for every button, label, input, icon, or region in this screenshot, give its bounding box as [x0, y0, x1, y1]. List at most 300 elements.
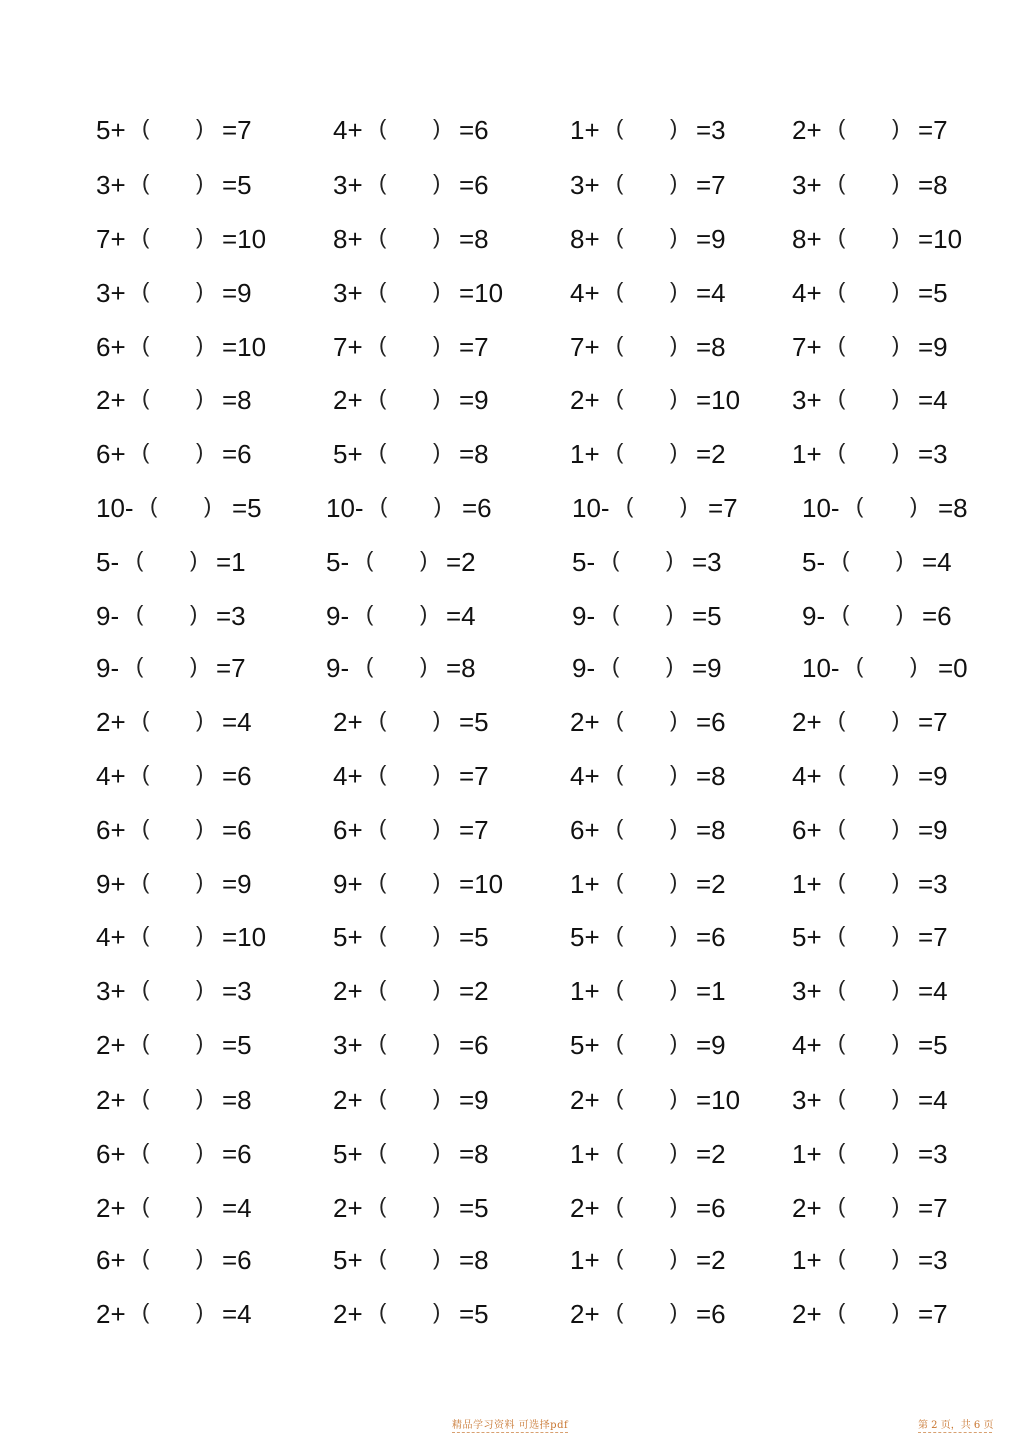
- blank-right-paren: ): [910, 493, 918, 518]
- blank-left-paren: (: [142, 1299, 150, 1324]
- blank-left-paren: (: [616, 439, 624, 464]
- blank-left-paren: (: [616, 976, 624, 1001]
- equation-operand: 8+: [792, 224, 822, 254]
- equation-operand: 4+: [333, 761, 363, 791]
- equation-result: =6: [459, 115, 489, 145]
- blank-left-paren: (: [136, 653, 144, 678]
- equation-operand: 10-: [802, 493, 840, 523]
- blank-right-paren: ): [670, 385, 678, 410]
- equation-operand: 9-: [572, 601, 596, 631]
- equation-result: =4: [222, 1299, 252, 1329]
- blank-left-paren: (: [379, 278, 387, 303]
- equation-operand: 5-: [96, 547, 120, 577]
- blank-right-paren: ): [196, 1299, 204, 1324]
- blank-right-paren: ): [433, 439, 441, 464]
- equation-result: =9: [918, 332, 948, 362]
- blank-right-paren: ): [196, 385, 204, 410]
- equation-result: =10: [918, 224, 963, 254]
- blank-left-paren: (: [842, 601, 850, 626]
- equation-result: =3: [216, 601, 246, 631]
- blank-right-paren: ): [666, 601, 674, 626]
- blank-left-paren: (: [142, 1085, 150, 1110]
- equation-result: =8: [459, 1139, 489, 1169]
- blank-right-paren: ): [433, 1085, 441, 1110]
- equation-operand: 6+: [96, 815, 126, 845]
- equation-operand: 2+: [96, 385, 126, 415]
- equation-result: =8: [938, 493, 968, 523]
- equation-result: =6: [696, 1299, 726, 1329]
- equation-operand: 2+: [333, 1299, 363, 1329]
- blank-left-paren: (: [838, 869, 846, 894]
- equation-operand: 10-: [802, 653, 840, 683]
- blank-left-paren: (: [612, 653, 620, 678]
- blank-left-paren: (: [838, 815, 846, 840]
- equation-operand: 4+: [792, 761, 822, 791]
- blank-right-paren: ): [892, 170, 900, 195]
- blank-right-paren: ): [896, 547, 904, 572]
- blank-right-paren: ): [196, 922, 204, 947]
- blank-right-paren: ): [196, 869, 204, 894]
- blank-right-paren: ): [670, 922, 678, 947]
- blank-right-paren: ): [420, 601, 428, 626]
- equation-operand: 2+: [333, 976, 363, 1006]
- blank-left-paren: (: [366, 547, 374, 572]
- equation-operand: 3+: [333, 170, 363, 200]
- blank-right-paren: ): [670, 1193, 678, 1218]
- equation-result: =2: [696, 1245, 726, 1275]
- blank-left-paren: (: [142, 332, 150, 357]
- footer-page-number: 第 2 页，共 6 页: [918, 1420, 994, 1431]
- equation-operand: 2+: [792, 115, 822, 145]
- blank-right-paren: ): [196, 278, 204, 303]
- blank-left-paren: (: [379, 1299, 387, 1324]
- blank-left-paren: (: [616, 1193, 624, 1218]
- blank-right-paren: ): [670, 332, 678, 357]
- equation-operand: 3+: [333, 1030, 363, 1060]
- blank-right-paren: ): [670, 1245, 678, 1270]
- equation-operand: 5+: [96, 115, 126, 145]
- blank-left-paren: (: [838, 1085, 846, 1110]
- blank-left-paren: (: [616, 224, 624, 249]
- blank-left-paren: (: [379, 1245, 387, 1270]
- blank-right-paren: ): [892, 976, 900, 1001]
- equation-operand: 5+: [333, 1245, 363, 1275]
- equation-operand: 4+: [96, 922, 126, 952]
- blank-right-paren: ): [196, 976, 204, 1001]
- equation-operand: 7+: [792, 332, 822, 362]
- blank-right-paren: ): [420, 547, 428, 572]
- equation-operand: 8+: [333, 224, 363, 254]
- equation-result: =5: [222, 1030, 252, 1060]
- blank-right-paren: ): [892, 1139, 900, 1164]
- equation-result: =3: [696, 115, 726, 145]
- equation-operand: 9-: [96, 653, 120, 683]
- equation-operand: 4+: [570, 761, 600, 791]
- blank-right-paren: ): [670, 115, 678, 140]
- equation-operand: 5+: [570, 1030, 600, 1060]
- equation-result: =4: [918, 385, 948, 415]
- equation-operand: 2+: [96, 1193, 126, 1223]
- equation-operand: 1+: [570, 976, 600, 1006]
- footer-dash-left: [452, 1432, 568, 1433]
- equation-result: =4: [918, 976, 948, 1006]
- blank-right-paren: ): [670, 278, 678, 303]
- equation-result: =9: [459, 385, 489, 415]
- blank-left-paren: (: [838, 1193, 846, 1218]
- blank-right-paren: ): [433, 1193, 441, 1218]
- blank-left-paren: (: [838, 115, 846, 140]
- blank-right-paren: ): [196, 1139, 204, 1164]
- blank-right-paren: ): [670, 707, 678, 732]
- blank-left-paren: (: [379, 707, 387, 732]
- blank-left-paren: (: [838, 332, 846, 357]
- equation-result: =6: [222, 1139, 252, 1169]
- blank-right-paren: ): [892, 815, 900, 840]
- equation-operand: 4+: [96, 761, 126, 791]
- equation-operand: 9-: [326, 653, 350, 683]
- blank-left-paren: (: [136, 547, 144, 572]
- blank-right-paren: ): [433, 707, 441, 732]
- equation-result: =1: [696, 976, 726, 1006]
- equation-operand: 9-: [802, 601, 826, 631]
- blank-right-paren: ): [434, 493, 442, 518]
- blank-right-paren: ): [196, 170, 204, 195]
- blank-right-paren: ): [196, 1193, 204, 1218]
- equation-operand: 3+: [96, 170, 126, 200]
- blank-left-paren: (: [616, 115, 624, 140]
- equation-result: =5: [459, 707, 489, 737]
- equation-result: =5: [232, 493, 262, 523]
- blank-left-paren: (: [612, 601, 620, 626]
- blank-left-paren: (: [142, 869, 150, 894]
- equation-operand: 2+: [570, 385, 600, 415]
- blank-right-paren: ): [910, 653, 918, 678]
- blank-left-paren: (: [379, 439, 387, 464]
- equation-operand: 1+: [792, 1245, 822, 1275]
- equation-result: =0: [938, 653, 968, 683]
- equation-operand: 4+: [333, 115, 363, 145]
- blank-left-paren: (: [379, 1030, 387, 1055]
- equation-result: =8: [222, 1085, 252, 1115]
- blank-left-paren: (: [379, 170, 387, 195]
- equation-result: =8: [446, 653, 476, 683]
- blank-left-paren: (: [379, 761, 387, 786]
- blank-left-paren: (: [616, 1085, 624, 1110]
- blank-right-paren: ): [433, 976, 441, 1001]
- blank-left-paren: (: [379, 224, 387, 249]
- equation-operand: 2+: [570, 1299, 600, 1329]
- blank-left-paren: (: [142, 170, 150, 195]
- blank-right-paren: ): [670, 761, 678, 786]
- equation-result: =3: [692, 547, 722, 577]
- blank-left-paren: (: [142, 761, 150, 786]
- equation-result: =9: [918, 815, 948, 845]
- equation-operand: 9+: [333, 869, 363, 899]
- blank-left-paren: (: [626, 493, 634, 518]
- equation-operand: 6+: [96, 332, 126, 362]
- equation-operand: 3+: [333, 278, 363, 308]
- equation-operand: 3+: [570, 170, 600, 200]
- equation-operand: 3+: [792, 385, 822, 415]
- equation-result: =7: [459, 815, 489, 845]
- blank-right-paren: ): [433, 869, 441, 894]
- equation-result: =3: [918, 869, 948, 899]
- blank-left-paren: (: [142, 1030, 150, 1055]
- blank-right-paren: ): [892, 385, 900, 410]
- blank-left-paren: (: [616, 1030, 624, 1055]
- blank-right-paren: ): [892, 115, 900, 140]
- blank-left-paren: (: [616, 1245, 624, 1270]
- equation-operand: 1+: [570, 115, 600, 145]
- blank-left-paren: (: [838, 1299, 846, 1324]
- blank-left-paren: (: [379, 115, 387, 140]
- blank-right-paren: ): [433, 115, 441, 140]
- blank-right-paren: ): [433, 1030, 441, 1055]
- blank-left-paren: (: [379, 1193, 387, 1218]
- equation-result: =7: [222, 115, 252, 145]
- equation-result: =9: [696, 1030, 726, 1060]
- blank-left-paren: (: [380, 493, 388, 518]
- blank-right-paren: ): [433, 1299, 441, 1324]
- equation-result: =5: [692, 601, 722, 631]
- equation-operand: 3+: [792, 1085, 822, 1115]
- blank-right-paren: ): [892, 224, 900, 249]
- equation-operand: 9-: [96, 601, 120, 631]
- blank-left-paren: (: [379, 976, 387, 1001]
- blank-right-paren: ): [670, 869, 678, 894]
- blank-left-paren: (: [838, 385, 846, 410]
- equation-operand: 4+: [792, 278, 822, 308]
- blank-left-paren: (: [142, 224, 150, 249]
- equation-operand: 5-: [326, 547, 350, 577]
- equation-result: =4: [918, 1085, 948, 1115]
- equation-result: =8: [696, 815, 726, 845]
- blank-right-paren: ): [204, 493, 212, 518]
- equation-operand: 9-: [326, 601, 350, 631]
- equation-operand: 4+: [792, 1030, 822, 1060]
- blank-left-paren: (: [856, 653, 864, 678]
- blank-right-paren: ): [190, 653, 198, 678]
- equation-result: =5: [459, 1193, 489, 1223]
- equation-operand: 2+: [792, 1193, 822, 1223]
- blank-left-paren: (: [379, 1085, 387, 1110]
- equation-result: =4: [222, 707, 252, 737]
- equation-operand: 2+: [333, 1193, 363, 1223]
- blank-right-paren: ): [196, 707, 204, 732]
- equation-operand: 1+: [570, 439, 600, 469]
- equation-result: =10: [222, 332, 267, 362]
- blank-right-paren: ): [892, 1299, 900, 1324]
- equation-result: =10: [696, 1085, 741, 1115]
- blank-right-paren: ): [666, 547, 674, 572]
- blank-right-paren: ): [190, 547, 198, 572]
- blank-left-paren: (: [150, 493, 158, 518]
- equation-operand: 3+: [792, 170, 822, 200]
- equation-result: =6: [696, 707, 726, 737]
- equation-result: =9: [692, 653, 722, 683]
- blank-right-paren: ): [196, 815, 204, 840]
- equation-result: =6: [696, 922, 726, 952]
- equation-operand: 2+: [792, 1299, 822, 1329]
- blank-left-paren: (: [838, 761, 846, 786]
- equation-operand: 2+: [333, 1085, 363, 1115]
- blank-left-paren: (: [142, 922, 150, 947]
- blank-left-paren: (: [838, 439, 846, 464]
- blank-right-paren: ): [196, 1245, 204, 1270]
- blank-left-paren: (: [842, 547, 850, 572]
- equation-result: =9: [222, 278, 252, 308]
- blank-right-paren: ): [196, 224, 204, 249]
- blank-right-paren: ): [892, 869, 900, 894]
- equation-operand: 7+: [570, 332, 600, 362]
- equation-result: =3: [918, 1139, 948, 1169]
- equation-result: =4: [696, 278, 726, 308]
- equation-operand: 2+: [333, 385, 363, 415]
- blank-left-paren: (: [142, 439, 150, 464]
- blank-left-paren: (: [142, 815, 150, 840]
- equation-operand: 6+: [96, 1245, 126, 1275]
- equation-result: =6: [462, 493, 492, 523]
- equation-operand: 6+: [333, 815, 363, 845]
- equation-result: =8: [459, 439, 489, 469]
- equation-result: =7: [459, 761, 489, 791]
- equation-operand: 5+: [333, 922, 363, 952]
- equation-operand: 9+: [96, 869, 126, 899]
- equation-operand: 1+: [792, 869, 822, 899]
- blank-right-paren: ): [196, 439, 204, 464]
- equation-result: =8: [696, 332, 726, 362]
- blank-right-paren: ): [433, 1245, 441, 1270]
- equation-operand: 5+: [570, 922, 600, 952]
- equation-result: =7: [918, 707, 948, 737]
- blank-left-paren: (: [616, 761, 624, 786]
- blank-left-paren: (: [142, 707, 150, 732]
- blank-right-paren: ): [670, 976, 678, 1001]
- blank-right-paren: ): [670, 1030, 678, 1055]
- equation-operand: 3+: [96, 976, 126, 1006]
- blank-right-paren: ): [892, 278, 900, 303]
- blank-left-paren: (: [366, 653, 374, 678]
- blank-left-paren: (: [616, 1299, 624, 1324]
- equation-result: =8: [459, 224, 489, 254]
- equation-result: =4: [446, 601, 476, 631]
- equation-operand: 5+: [333, 1139, 363, 1169]
- blank-right-paren: ): [670, 170, 678, 195]
- blank-left-paren: (: [838, 976, 846, 1001]
- equation-result: =9: [918, 761, 948, 791]
- blank-right-paren: ): [892, 332, 900, 357]
- blank-left-paren: (: [379, 332, 387, 357]
- blank-right-paren: ): [670, 1139, 678, 1164]
- equation-operand: 8+: [570, 224, 600, 254]
- blank-right-paren: ): [892, 761, 900, 786]
- equation-operand: 2+: [570, 707, 600, 737]
- blank-left-paren: (: [616, 278, 624, 303]
- blank-left-paren: (: [142, 1245, 150, 1270]
- blank-left-paren: (: [616, 385, 624, 410]
- blank-left-paren: (: [379, 385, 387, 410]
- equation-operand: 10-: [326, 493, 364, 523]
- equation-result: =4: [922, 547, 952, 577]
- equation-result: =6: [922, 601, 952, 631]
- blank-left-paren: (: [856, 493, 864, 518]
- equation-result: =6: [222, 815, 252, 845]
- equation-result: =6: [222, 761, 252, 791]
- blank-left-paren: (: [616, 815, 624, 840]
- blank-left-paren: (: [838, 224, 846, 249]
- equation-result: =2: [696, 869, 726, 899]
- blank-left-paren: (: [142, 385, 150, 410]
- equation-operand: 2+: [96, 707, 126, 737]
- equation-result: =2: [696, 439, 726, 469]
- equation-operand: 1+: [792, 439, 822, 469]
- blank-right-paren: ): [892, 1085, 900, 1110]
- blank-right-paren: ): [892, 1030, 900, 1055]
- equation-result: =1: [216, 547, 246, 577]
- blank-left-paren: (: [142, 1139, 150, 1164]
- blank-left-paren: (: [616, 707, 624, 732]
- equation-result: =7: [216, 653, 246, 683]
- equation-result: =7: [918, 922, 948, 952]
- blank-left-paren: (: [616, 922, 624, 947]
- blank-left-paren: (: [142, 1193, 150, 1218]
- blank-left-paren: (: [142, 115, 150, 140]
- equation-result: =7: [918, 1299, 948, 1329]
- blank-left-paren: (: [379, 922, 387, 947]
- blank-right-paren: ): [670, 439, 678, 464]
- equation-operand: 3+: [792, 976, 822, 1006]
- equation-operand: 3+: [96, 278, 126, 308]
- blank-right-paren: ): [420, 653, 428, 678]
- equation-result: =8: [459, 1245, 489, 1275]
- equation-operand: 2+: [570, 1193, 600, 1223]
- blank-right-paren: ): [666, 653, 674, 678]
- equation-result: =3: [222, 976, 252, 1006]
- blank-right-paren: ): [433, 922, 441, 947]
- blank-left-paren: (: [616, 170, 624, 195]
- blank-left-paren: (: [838, 278, 846, 303]
- blank-right-paren: ): [433, 761, 441, 786]
- blank-right-paren: ): [433, 332, 441, 357]
- equation-operand: 5+: [792, 922, 822, 952]
- blank-left-paren: (: [838, 1245, 846, 1270]
- blank-left-paren: (: [142, 278, 150, 303]
- equation-operand: 2+: [570, 1085, 600, 1115]
- equation-result: =6: [222, 1245, 252, 1275]
- equation-result: =8: [222, 385, 252, 415]
- equation-operand: 2+: [792, 707, 822, 737]
- equation-operand: 1+: [792, 1139, 822, 1169]
- equation-result: =5: [459, 1299, 489, 1329]
- blank-right-paren: ): [670, 1085, 678, 1110]
- equation-operand: 5-: [572, 547, 596, 577]
- blank-right-paren: ): [892, 1193, 900, 1218]
- equation-operand: 5+: [333, 439, 363, 469]
- blank-left-paren: (: [379, 869, 387, 894]
- blank-left-paren: (: [379, 815, 387, 840]
- equation-result: =8: [918, 170, 948, 200]
- equation-result: =3: [918, 439, 948, 469]
- blank-right-paren: ): [892, 1245, 900, 1270]
- blank-right-paren: ): [892, 439, 900, 464]
- equation-operand: 10-: [572, 493, 610, 523]
- equation-operand: 7+: [96, 224, 126, 254]
- equation-operand: 1+: [570, 869, 600, 899]
- blank-right-paren: ): [433, 385, 441, 410]
- blank-right-paren: ): [680, 493, 688, 518]
- blank-left-paren: (: [616, 1139, 624, 1164]
- blank-right-paren: ): [670, 815, 678, 840]
